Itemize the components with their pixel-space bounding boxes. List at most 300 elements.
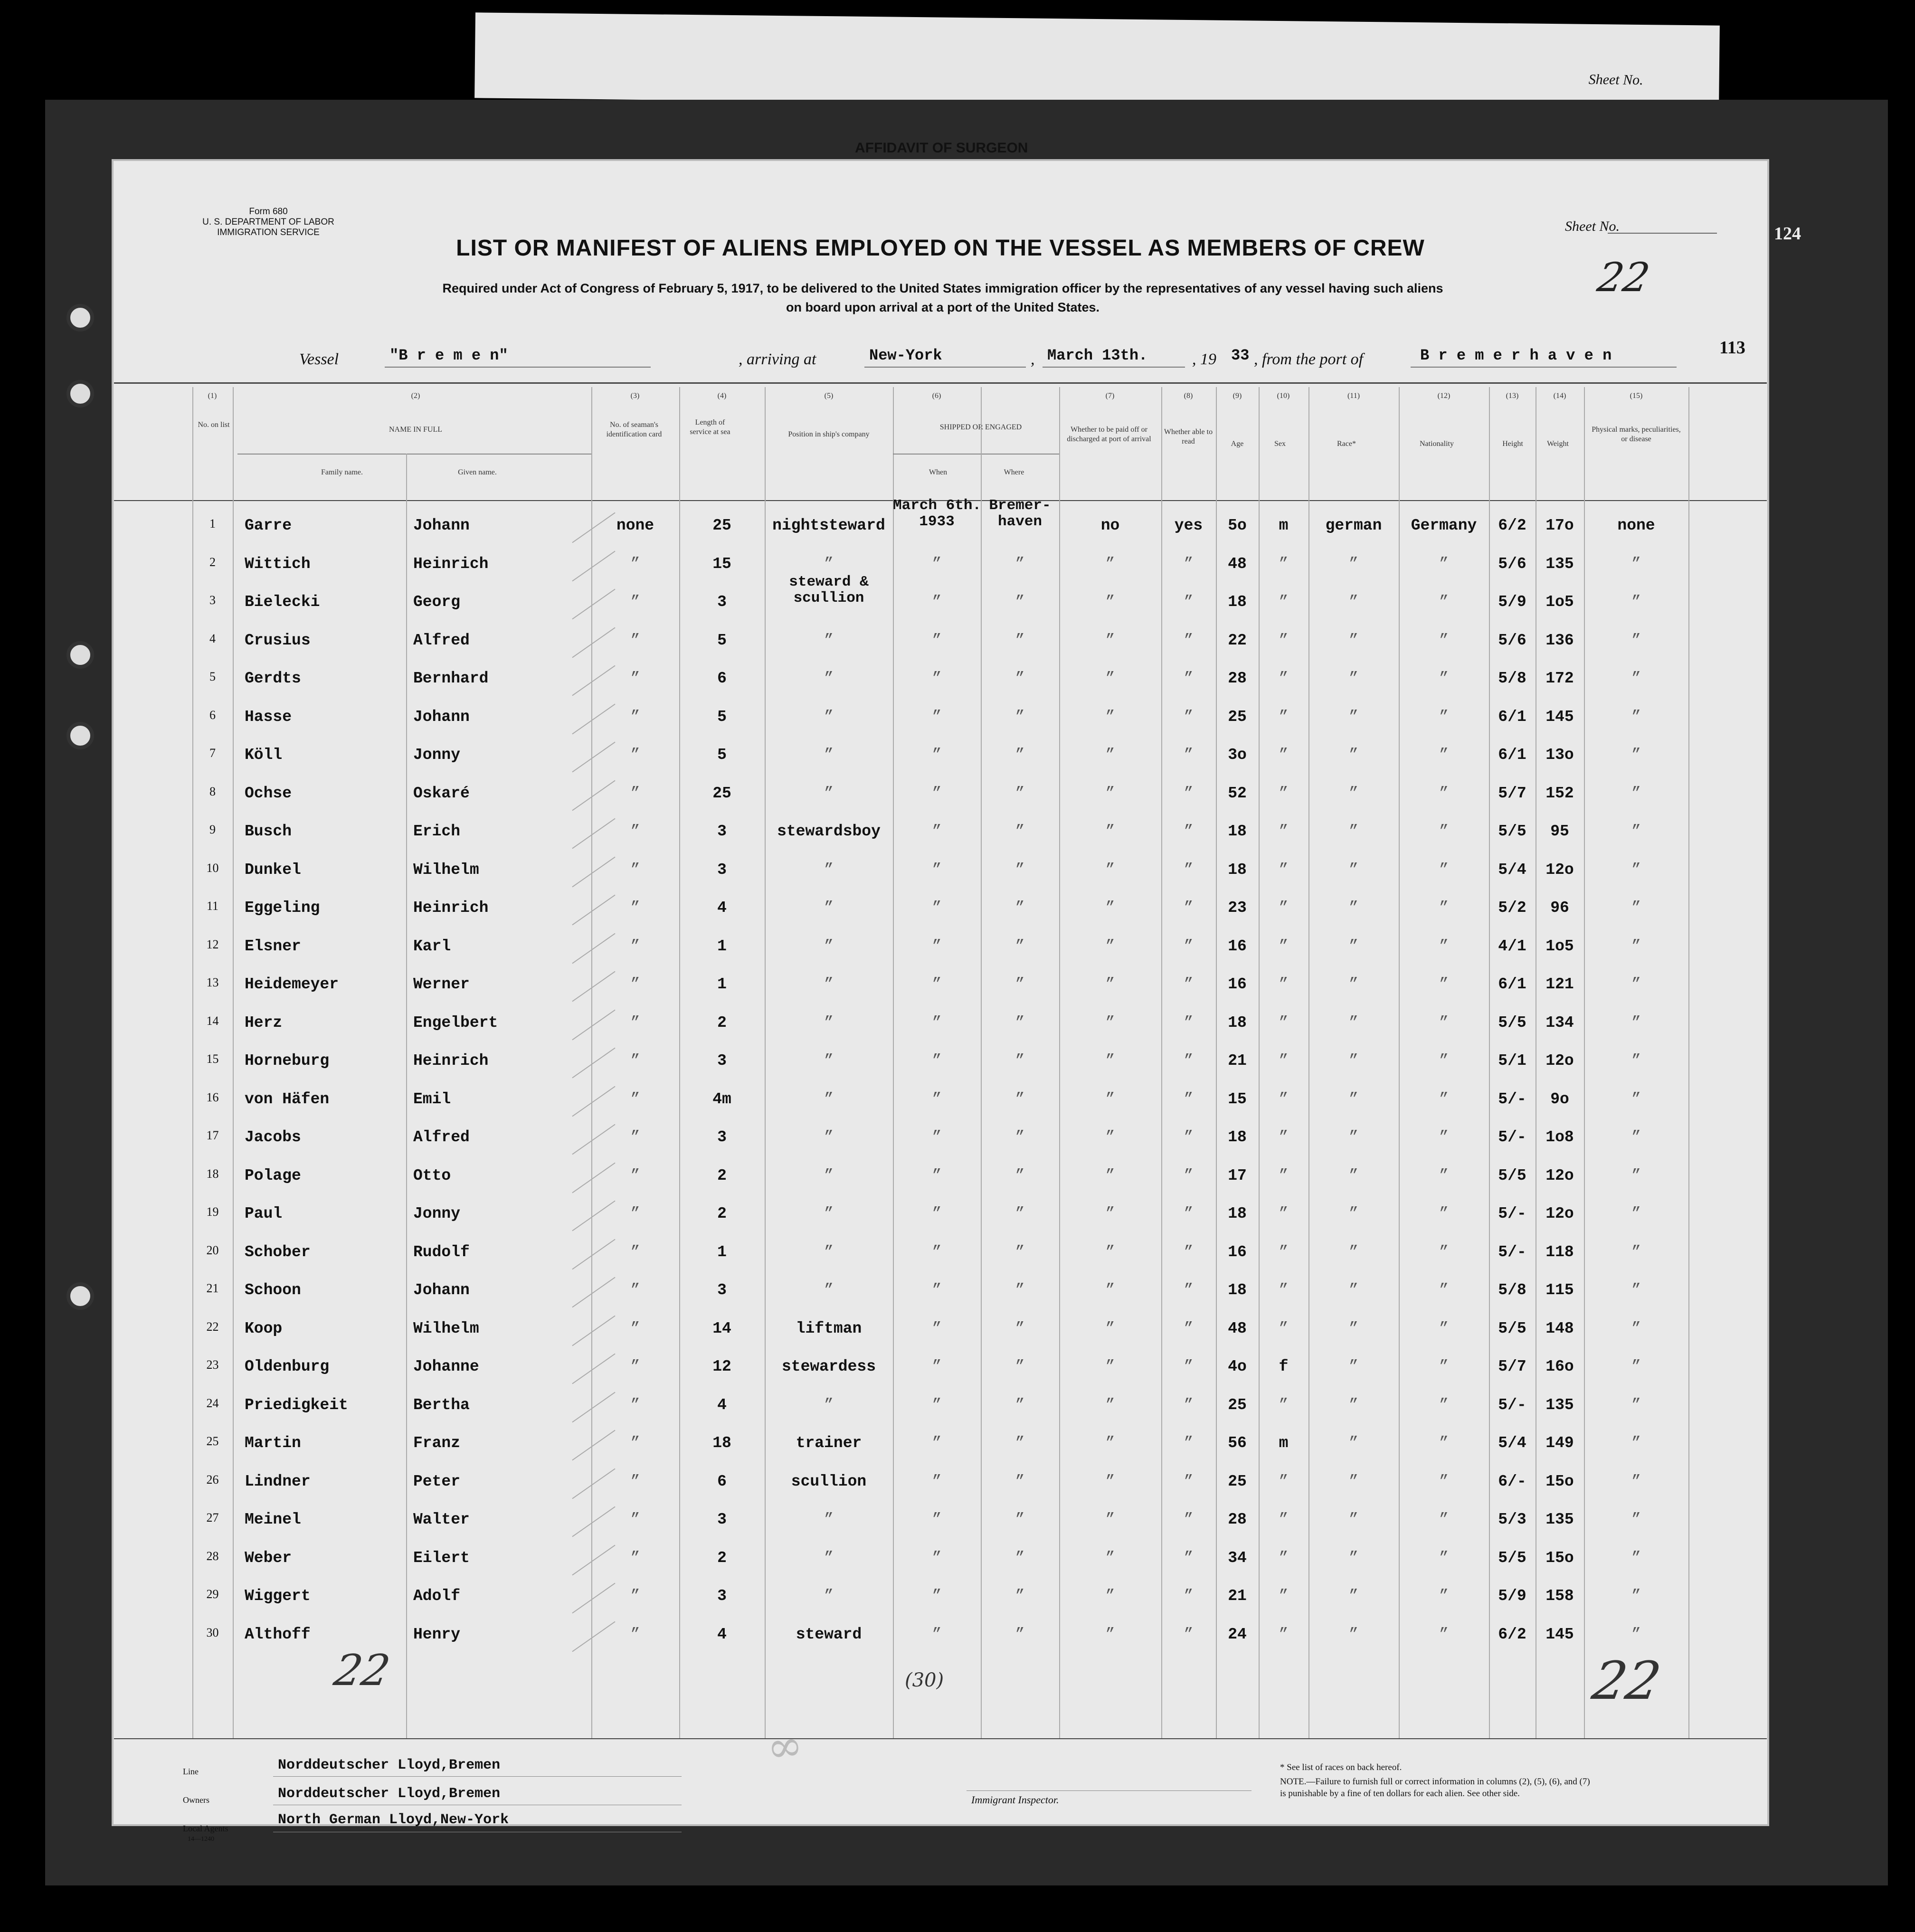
- column-number: (3): [630, 392, 640, 400]
- cell-race: ”: [1349, 1166, 1358, 1184]
- cell-card: ”: [630, 1128, 640, 1146]
- cell-given: Bertha: [413, 1396, 470, 1414]
- cell-when: ”: [932, 631, 942, 649]
- cell-height: 6/1: [1498, 746, 1526, 764]
- cell-service: 3: [717, 1052, 727, 1070]
- cell-no: 13: [206, 975, 219, 989]
- cell-read: ”: [1184, 555, 1194, 573]
- cell-height: 6/-: [1498, 1472, 1526, 1490]
- cell-where: ”: [1015, 1472, 1025, 1490]
- cell-age: 4o: [1228, 1358, 1247, 1375]
- cell-race: ”: [1349, 1625, 1358, 1643]
- cell-sex: ”: [1279, 975, 1289, 993]
- agents-value: North German Lloyd,New-York: [278, 1812, 509, 1828]
- cell-nat: ”: [1439, 1281, 1449, 1299]
- cell-paid: ”: [1105, 555, 1115, 573]
- cell-marks: ”: [1631, 1166, 1641, 1184]
- cell-when: ”: [932, 1052, 942, 1070]
- cell-when: ”: [932, 1013, 942, 1032]
- cell-given: Emil: [413, 1090, 451, 1108]
- cell-sex: ”: [1279, 937, 1289, 955]
- cell-service: 1: [717, 975, 727, 993]
- cell-where: ”: [1015, 1166, 1025, 1184]
- cell-service: 1: [717, 937, 727, 955]
- cell-read: ”: [1184, 1090, 1194, 1108]
- col-header-race: Race*: [1337, 440, 1356, 448]
- cell-race: ”: [1349, 1358, 1358, 1375]
- cell-when: ”: [932, 1587, 942, 1605]
- service-name: IMMIGRATION SERVICE: [217, 227, 320, 237]
- cell-card: ”: [630, 1625, 640, 1643]
- vessel-underline: [385, 367, 651, 368]
- crew-row: [112, 1469, 1769, 1507]
- cell-race: ”: [1349, 861, 1358, 879]
- cell-paid: ”: [1105, 1472, 1115, 1490]
- col-header-weight: Weight: [1547, 440, 1569, 448]
- cell-marks: ”: [1631, 1511, 1641, 1528]
- cell-where: ”: [1015, 823, 1025, 840]
- cell-weight: 135: [1545, 1511, 1574, 1528]
- cell-when: ”: [932, 1166, 942, 1184]
- cell-no: 16: [206, 1090, 219, 1104]
- cell-marks: ”: [1631, 1128, 1641, 1146]
- crew-row: [112, 819, 1769, 857]
- cell-sex: ”: [1279, 1166, 1289, 1184]
- cell-where: ”: [1015, 937, 1025, 955]
- cell-race: ”: [1349, 1434, 1358, 1452]
- cell-read: ”: [1184, 1472, 1194, 1490]
- crew-row: [112, 1010, 1769, 1048]
- form-number: Form 680: [249, 207, 288, 217]
- cell-family: Wittich: [245, 555, 311, 573]
- cell-nat: ”: [1439, 784, 1449, 802]
- cell-paid: ”: [1105, 1166, 1115, 1184]
- cell-race: ”: [1349, 1587, 1358, 1605]
- cell-where: ”: [1015, 1013, 1025, 1032]
- sheet-number-label: Sheet No.: [1565, 218, 1620, 234]
- cell-where: ”: [1015, 1205, 1025, 1222]
- cell-marks: ”: [1631, 1281, 1641, 1299]
- vessel-label: Vessel: [299, 350, 339, 368]
- cell-nat: ”: [1439, 1396, 1449, 1414]
- cell-position: ”: [824, 1205, 834, 1222]
- cell-service: 3: [717, 593, 727, 611]
- cell-race: ”: [1349, 670, 1358, 687]
- cell-when: ”: [932, 899, 942, 917]
- cell-read: ”: [1184, 670, 1194, 687]
- form-identification: [183, 207, 354, 238]
- cell-weight: 12o: [1545, 861, 1574, 879]
- cell-service: 5: [717, 631, 727, 649]
- cell-service: 6: [717, 670, 727, 687]
- cell-when: ”: [932, 1090, 942, 1108]
- cell-position: ”: [824, 937, 834, 955]
- col-header-nationality: Nationality: [1420, 440, 1454, 448]
- cell-service: 2: [717, 1166, 727, 1184]
- cell-read: ”: [1184, 708, 1194, 726]
- col-header-card: No. of seaman's identification card: [606, 421, 662, 438]
- cell-marks: none: [1617, 517, 1655, 534]
- cell-nat: ”: [1439, 555, 1449, 573]
- cell-service: 4: [717, 1625, 727, 1643]
- cell-age: 25: [1228, 1472, 1247, 1490]
- cell-height: 5/7: [1498, 1358, 1526, 1375]
- cell-nat: ”: [1439, 1090, 1449, 1108]
- cell-paid: ”: [1105, 861, 1115, 879]
- comma-separator: ,: [1031, 350, 1035, 368]
- cell-where: ”: [1015, 746, 1025, 764]
- cell-age: 28: [1228, 670, 1247, 687]
- cell-nat: ”: [1439, 1205, 1449, 1222]
- cell-card: ”: [630, 593, 640, 611]
- line-label: Line: [183, 1767, 199, 1776]
- cell-weight: 145: [1545, 1625, 1574, 1643]
- affidavit-header: AFFIDAVIT OF SURGEON: [855, 140, 1028, 156]
- column-number: (10): [1277, 392, 1290, 400]
- cell-position: scullion: [791, 1472, 867, 1490]
- cell-service: 2: [717, 1205, 727, 1222]
- crew-row: [112, 1430, 1769, 1468]
- crew-row: [112, 551, 1769, 589]
- cell-when: ”: [932, 708, 942, 726]
- cell-marks: ”: [1631, 1205, 1641, 1222]
- cell-weight: 17o: [1545, 517, 1574, 534]
- cell-marks: ”: [1631, 861, 1641, 879]
- col-subheader-given: Given name.: [458, 468, 497, 476]
- cell-position: ”: [824, 899, 834, 917]
- page-number-upper: 124: [1774, 224, 1801, 244]
- cell-position: ”: [824, 1128, 834, 1146]
- cell-service: 12: [712, 1358, 731, 1375]
- handwritten-total: (30): [905, 1669, 944, 1691]
- cell-when: ”: [932, 1511, 942, 1528]
- cell-no: 2: [209, 555, 216, 569]
- crew-row: [112, 742, 1769, 780]
- cell-race: ”: [1349, 555, 1358, 573]
- cell-age: 18: [1228, 1281, 1247, 1299]
- cell-sex: ”: [1279, 1549, 1289, 1567]
- cell-paid: ”: [1105, 1281, 1115, 1299]
- cell-marks: ”: [1631, 1472, 1641, 1490]
- cell-when: ”: [932, 1128, 942, 1146]
- cell-weight: 136: [1545, 631, 1574, 649]
- cell-read: ”: [1184, 1013, 1194, 1032]
- cell-card: ”: [630, 708, 640, 726]
- cell-age: 16: [1228, 1243, 1247, 1261]
- cell-paid: ”: [1105, 975, 1115, 993]
- cell-marks: ”: [1631, 1587, 1641, 1605]
- cell-height: 5/-: [1498, 1128, 1526, 1146]
- cell-sex: m: [1279, 517, 1289, 534]
- cell-family: Priedigkeit: [245, 1396, 348, 1414]
- cell-position: ”: [824, 975, 834, 993]
- cell-no: 5: [209, 670, 216, 683]
- cell-position: ”: [824, 1090, 834, 1108]
- line-value: Norddeutscher Lloyd,Bremen: [278, 1757, 501, 1773]
- col-header-position: Position in ship's company: [788, 430, 870, 438]
- cell-no: 22: [206, 1319, 219, 1334]
- fine-note-line-1: NOTE.—Failure to furnish full or correct information in columns (2), (5), (6), and (7): [1280, 1777, 1590, 1787]
- cell-height: 5/5: [1498, 1319, 1526, 1337]
- cell-paid: ”: [1105, 1205, 1115, 1222]
- crew-row: [112, 1048, 1769, 1086]
- cell-card: ”: [630, 1358, 640, 1375]
- cell-height: 5/6: [1498, 555, 1526, 573]
- cell-position: steward & scullion: [789, 574, 869, 606]
- cell-no: 29: [206, 1587, 219, 1601]
- col-subheader-where: Where: [1004, 468, 1024, 476]
- cell-service: 25: [712, 784, 731, 802]
- cell-nat: ”: [1439, 1625, 1449, 1643]
- col-header-sex: Sex: [1274, 440, 1286, 448]
- crew-row: [112, 1125, 1769, 1163]
- column-number: (15): [1630, 392, 1643, 400]
- inspector-label: Immigrant Inspector.: [971, 1794, 1059, 1806]
- cell-nat: ”: [1439, 975, 1449, 993]
- cell-when: ”: [932, 784, 942, 802]
- cell-given: Heinrich: [413, 555, 489, 573]
- cell-age: 21: [1228, 1052, 1247, 1070]
- col-header-service: Length of service at sea: [690, 418, 730, 436]
- cell-height: 5/-: [1498, 1396, 1526, 1414]
- cell-card: ”: [630, 1205, 640, 1222]
- cell-where: ”: [1015, 784, 1025, 802]
- cell-given: Alfred: [413, 631, 470, 649]
- cell-given: Alfred: [413, 1128, 470, 1146]
- cell-sex: ”: [1279, 1396, 1289, 1414]
- cell-given: Wilhelm: [413, 861, 479, 879]
- cell-given: Heinrich: [413, 1052, 489, 1070]
- cell-card: ”: [630, 975, 640, 993]
- cell-sex: ”: [1279, 861, 1289, 879]
- cell-height: 6/1: [1498, 975, 1526, 993]
- cell-nat: ”: [1439, 1243, 1449, 1261]
- cell-no: 21: [206, 1281, 219, 1295]
- column-number: (14): [1553, 392, 1566, 400]
- cell-nat: ”: [1439, 1166, 1449, 1184]
- cell-nat: ”: [1439, 631, 1449, 649]
- crew-row: [112, 781, 1769, 819]
- cell-no: 15: [206, 1052, 219, 1066]
- cell-family: Dunkel: [245, 861, 301, 879]
- cell-service: 6: [717, 1472, 727, 1490]
- cell-no: 1: [209, 517, 216, 530]
- cell-given: Werner: [413, 975, 470, 993]
- cell-position: ”: [824, 1549, 834, 1567]
- cell-age: 25: [1228, 1396, 1247, 1414]
- subheader-rule: [237, 454, 591, 455]
- cell-family: Schober: [245, 1243, 311, 1261]
- subtitle-line-2: on board upon arrival at a port of the United States.: [786, 300, 1100, 314]
- crew-row: [112, 1240, 1769, 1278]
- cell-race: ”: [1349, 708, 1358, 726]
- cell-card: ”: [630, 1396, 640, 1414]
- cell-no: 28: [206, 1549, 219, 1563]
- cell-family: Busch: [245, 823, 292, 840]
- cell-family: Gerdts: [245, 670, 301, 687]
- binder-hole: [66, 304, 94, 331]
- cell-given: Johann: [413, 708, 470, 726]
- cell-height: 5/8: [1498, 670, 1526, 687]
- cell-where: ”: [1015, 1281, 1025, 1299]
- cell-race: ”: [1349, 1128, 1358, 1146]
- cell-age: 22: [1228, 631, 1247, 649]
- cell-height: 5/9: [1498, 593, 1526, 611]
- cell-no: 24: [206, 1396, 219, 1410]
- cell-nat: ”: [1439, 1052, 1449, 1070]
- crew-row: [112, 1583, 1769, 1621]
- cell-nat: ”: [1439, 1549, 1449, 1567]
- cell-age: 18: [1228, 1128, 1247, 1146]
- cell-position: ”: [824, 1166, 834, 1184]
- cell-service: 5: [717, 746, 727, 764]
- cell-race: ”: [1349, 1090, 1358, 1108]
- cell-marks: ”: [1631, 1090, 1641, 1108]
- cell-height: 5/3: [1498, 1511, 1526, 1528]
- cell-race: ”: [1349, 1319, 1358, 1337]
- cell-sex: ”: [1279, 1587, 1289, 1605]
- cell-card: ”: [630, 861, 640, 879]
- binder-hole: [66, 722, 94, 749]
- cell-no: 9: [209, 823, 216, 836]
- back-sheet: [474, 12, 1720, 111]
- year-prefix: , 19: [1192, 350, 1216, 368]
- cell-height: 5/7: [1498, 784, 1526, 802]
- sheet-number-handwritten: 22: [1594, 254, 1653, 301]
- cell-read: ”: [1184, 1358, 1194, 1375]
- cell-nat: ”: [1439, 1358, 1449, 1375]
- page-title: LIST OR MANIFEST OF ALIENS EMPLOYED ON THE VESSEL AS MEMBERS OF CREW: [456, 236, 1425, 261]
- department-name: U. S. DEPARTMENT OF LABOR: [202, 217, 334, 227]
- cell-where: ”: [1015, 1587, 1025, 1605]
- cell-paid: ”: [1105, 1013, 1115, 1032]
- crew-row: [112, 497, 1769, 551]
- cell-paid: ”: [1105, 1052, 1115, 1070]
- cell-card: ”: [630, 1281, 640, 1299]
- cell-sex: ”: [1279, 1511, 1289, 1528]
- cell-card: ”: [630, 1587, 640, 1605]
- cell-weight: 121: [1545, 975, 1574, 993]
- column-number: (6): [932, 392, 941, 400]
- subheader-rule: [893, 454, 1059, 455]
- cell-card: none: [616, 517, 654, 534]
- cell-card: ”: [630, 746, 640, 764]
- col-header-marks: Physical marks, peculiarities, or disease: [1592, 426, 1681, 443]
- cell-age: 3o: [1228, 746, 1247, 764]
- cell-sex: ”: [1279, 784, 1289, 802]
- cell-given: Franz: [413, 1434, 461, 1452]
- binder-hole: [66, 641, 94, 669]
- cell-weight: 96: [1550, 899, 1569, 917]
- cell-weight: 135: [1545, 1396, 1574, 1414]
- cell-height: 6/2: [1498, 517, 1526, 534]
- cell-family: Lindner: [245, 1472, 311, 1490]
- cell-service: 3: [717, 1128, 727, 1146]
- agents-label: Local Agents: [183, 1824, 228, 1833]
- cell-race: ”: [1349, 746, 1358, 764]
- cell-family: Polage: [245, 1166, 301, 1184]
- cell-weight: 152: [1545, 784, 1574, 802]
- cell-where: ”: [1015, 555, 1025, 573]
- cell-weight: 12o: [1545, 1052, 1574, 1070]
- cell-marks: ”: [1631, 593, 1641, 611]
- cell-race: ”: [1349, 1511, 1358, 1528]
- cell-no: 12: [206, 937, 219, 951]
- crew-row: [112, 857, 1769, 895]
- cell-card: ”: [630, 1013, 640, 1032]
- cell-age: 48: [1228, 1319, 1247, 1337]
- cell-where: ”: [1015, 631, 1025, 649]
- cell-weight: 1o8: [1545, 1128, 1574, 1146]
- cell-no: 20: [206, 1243, 219, 1257]
- cell-race: ”: [1349, 823, 1358, 840]
- cell-when: ”: [932, 1549, 942, 1567]
- cell-weight: 118: [1545, 1243, 1574, 1261]
- cell-when: ”: [932, 1205, 942, 1222]
- cell-weight: 145: [1545, 708, 1574, 726]
- crew-row: [112, 574, 1769, 627]
- col-subheader-when: When: [929, 468, 948, 476]
- cell-read: ”: [1184, 1587, 1194, 1605]
- cell-nat: ”: [1439, 1319, 1449, 1337]
- cell-read: ”: [1184, 975, 1194, 993]
- cell-where: ”: [1015, 1319, 1025, 1337]
- cell-when: ”: [932, 937, 942, 955]
- cell-marks: ”: [1631, 784, 1641, 802]
- cell-family: Garre: [245, 517, 292, 534]
- cell-read: ”: [1184, 784, 1194, 802]
- vessel-line: [299, 347, 1677, 375]
- cell-race: ”: [1349, 899, 1358, 917]
- cell-paid: ”: [1105, 670, 1115, 687]
- cell-nat: ”: [1439, 1511, 1449, 1528]
- cell-height: 6/2: [1498, 1625, 1526, 1643]
- crew-row: [112, 895, 1769, 933]
- cell-where: ”: [1015, 1434, 1025, 1452]
- cell-height: 6/1: [1498, 708, 1526, 726]
- col-subheader-family: Family name.: [321, 468, 363, 476]
- cell-marks: ”: [1631, 1396, 1641, 1414]
- cell-family: Elsner: [245, 937, 301, 955]
- cell-sex: ”: [1279, 1319, 1289, 1337]
- cell-sex: ”: [1279, 670, 1289, 687]
- cell-given: Peter: [413, 1472, 461, 1490]
- cell-age: 16: [1228, 937, 1247, 955]
- inspector-signature: ∞: [764, 1720, 806, 1773]
- cell-service: 4: [717, 899, 727, 917]
- year-suffix: 33: [1231, 347, 1250, 364]
- crew-row: [112, 1545, 1769, 1583]
- fine-note-line-2: is punishable by a fine of ten dollars for each alien. See other side.: [1280, 1789, 1520, 1799]
- cell-service: 1: [717, 1243, 727, 1261]
- cell-given: Johanne: [413, 1358, 479, 1375]
- cell-when: ”: [932, 593, 942, 611]
- crew-row: [112, 1201, 1769, 1239]
- cell-nat: ”: [1439, 823, 1449, 840]
- cell-nat: ”: [1439, 899, 1449, 917]
- cell-sex: ”: [1279, 746, 1289, 764]
- cell-age: 34: [1228, 1549, 1247, 1567]
- races-note: * See list of races on back hereof.: [1280, 1762, 1402, 1772]
- cell-where: ”: [1015, 861, 1025, 879]
- owners-value: Norddeutscher Lloyd,Bremen: [278, 1786, 501, 1802]
- cell-service: 3: [717, 861, 727, 879]
- cell-when: ”: [932, 555, 942, 573]
- cell-given: Jonny: [413, 1205, 461, 1222]
- cell-marks: ”: [1631, 631, 1641, 649]
- cell-where: ”: [1015, 708, 1025, 726]
- cell-position: liftman: [796, 1319, 862, 1337]
